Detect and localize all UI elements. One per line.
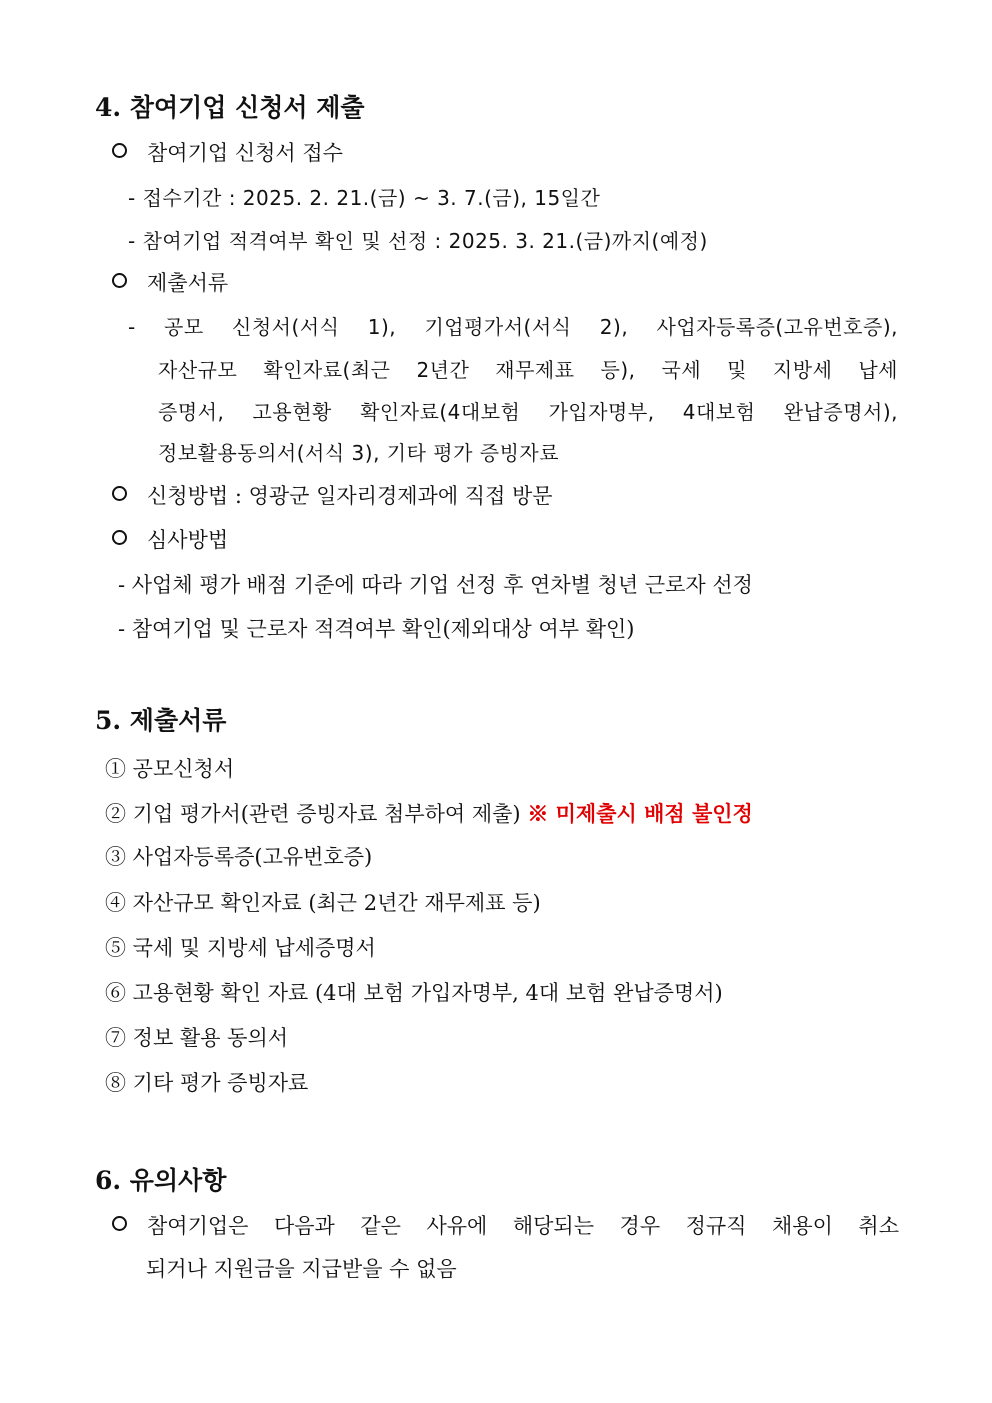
s4-b1-detail-1: - 접수기간 : 2025. 2. 21.(금) ~ 3. 7.(금), 15일간 — [128, 186, 601, 210]
s5-item-1: ① 공모신청서 — [105, 757, 235, 781]
s4-b4-detail-1: - 사업체 평가 배점 기준에 따라 기업 선정 후 연차별 청년 근로자 선정 — [118, 573, 753, 597]
s4-b2-detail-line-4: 정보활용동의서(서식 3), 기타 평가 증빙자료 — [158, 441, 560, 465]
section-5-title: 5. 제출서류 — [95, 706, 227, 735]
s5-item-4: ④ 자산규모 확인자료 (최근 2년간 재무제표 등) — [105, 891, 541, 915]
s5-item-8: ⑧ 기타 평가 증빙자료 — [105, 1071, 309, 1095]
s4-bullet-4: 심사방법 — [112, 530, 228, 551]
s4-bullet-3: 신청방법 : 영광군 일자리경제과에 직접 방문 — [112, 486, 553, 507]
circle-bullet-icon — [112, 486, 127, 501]
s5-item-5: ⑤ 국세 및 지방세 납세증명서 — [105, 936, 376, 960]
s4-b4-detail-2: - 참여기업 및 근로자 적격여부 확인(제외대상 여부 확인) — [118, 617, 635, 641]
s4-bullet-2: 제출서류 — [112, 273, 228, 294]
s5-item-6: ⑥ 고용현황 확인 자료 (4대 보험 가입자명부, 4대 보험 완납증명서) — [105, 981, 723, 1005]
section-4-title: 4. 참여기업 신청서 제출 — [95, 93, 365, 122]
s6-bullet-1-line-2: 되거나 지원금을 지급받을 수 없음 — [146, 1257, 457, 1281]
s4-b2-detail-line-3: 증명서, 고용현황 확인자료(4대보험 가입자명부, 4대보험 완납증명서), — [158, 400, 898, 424]
circle-bullet-icon — [112, 1216, 127, 1231]
s5-item-7: ⑦ 정보 활용 동의서 — [105, 1026, 289, 1050]
section-6-title: 6. 유의사항 — [95, 1166, 227, 1195]
s5-item-3: ③ 사업자등록증(고유번호증) — [105, 845, 373, 869]
s4-b2-detail-line-2: 자산규모 확인자료(최근 2년간 재무제표 등), 국세 및 지방세 납세 — [158, 358, 898, 382]
circle-bullet-icon — [112, 530, 127, 545]
circle-bullet-icon — [112, 143, 127, 158]
warning-text: ※ 미제출시 배점 불인정 — [527, 801, 753, 826]
s4-bullet-1: 참여기업 신청서 접수 — [112, 143, 343, 164]
circle-bullet-icon — [112, 273, 127, 288]
s5-item-2: ② 기업 평가서(관련 증빙자료 첨부하여 제출) ※ 미제출시 배점 불인정 — [105, 801, 753, 826]
s4-b1-detail-2: - 참여기업 적격여부 확인 및 선정 : 2025. 3. 21.(금)까지(예정) — [128, 229, 708, 253]
s4-b2-detail-line-1: - 공모 신청서(서식 1), 기업평가서(서식 2), 사업자등록증(고유번호증), — [128, 315, 898, 339]
s6-bullet-1: 참여기업은 다음과 같은 사유에 해당되는 경우 정규직 채용이 취소 — [112, 1216, 898, 1237]
